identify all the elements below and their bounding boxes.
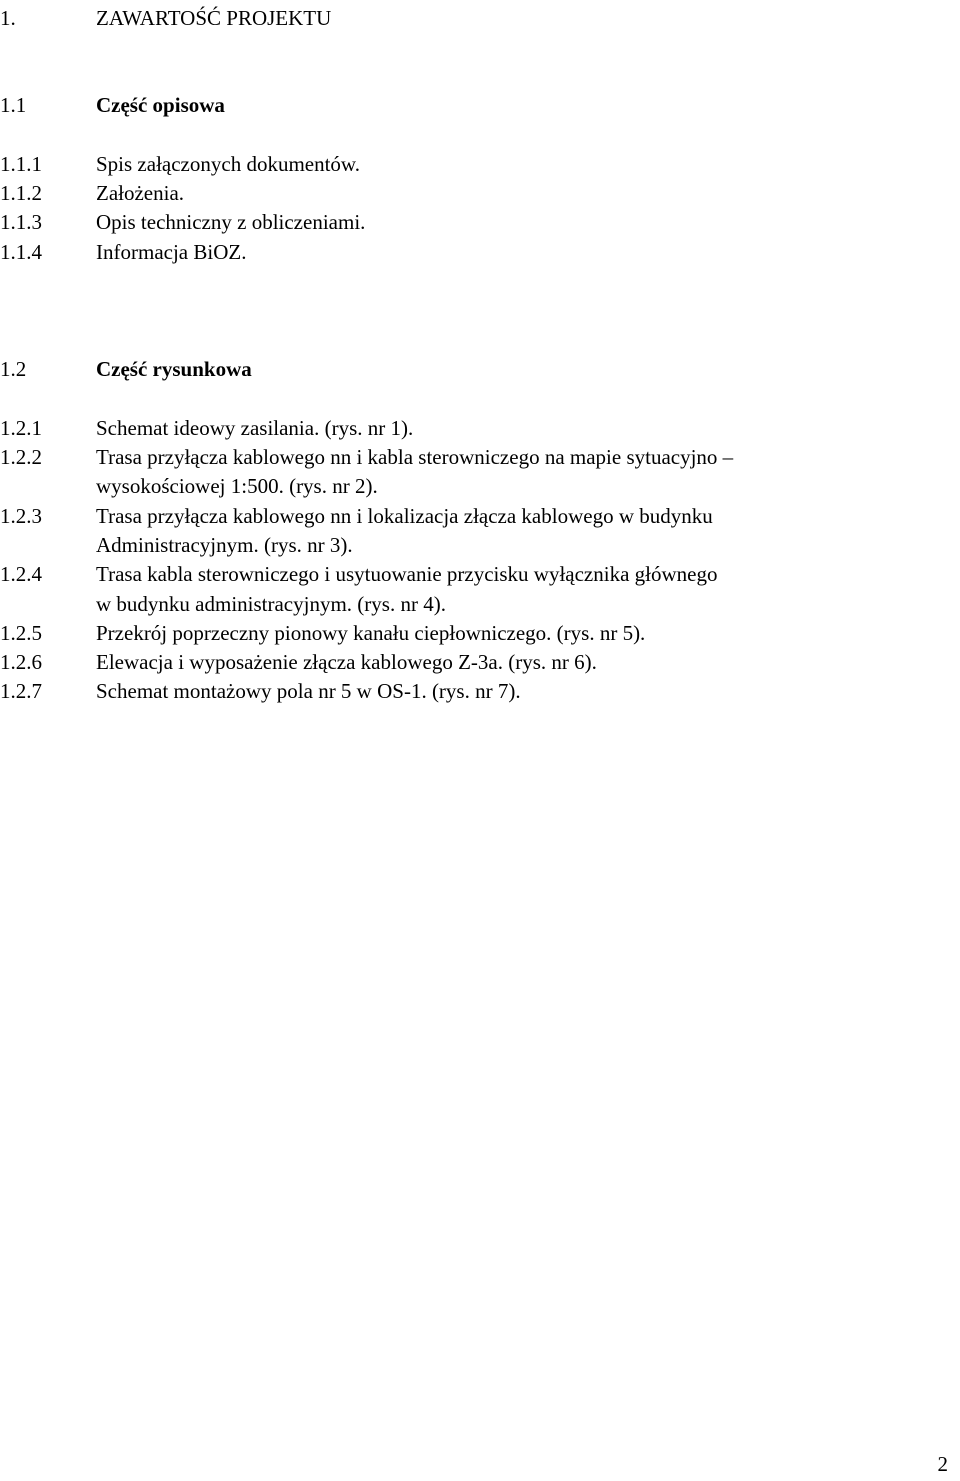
item-number: 1.1.3 [0,210,42,234]
heading-number: 1. [0,6,16,30]
list-item-continuation [0,590,960,619]
list-item [0,648,960,677]
item-text: Trasa przyłącza kablowego nn i lokalizacja złącza kablowego w budynku [96,504,713,528]
item-number: 1.1.2 [0,181,42,205]
item-text: Schemat ideowy zasilania. (rys. nr 1). [96,416,414,440]
item-text: Przekrój poprzeczny pionowy kanału ciepłowniczego. (rys. nr 5). [96,621,646,645]
list-item [0,560,960,589]
section-number: 1.2 [0,357,27,381]
list-item-continuation [0,472,960,501]
item-text: Trasa kabla sterowniczego i usytuowanie przycisku wyłącznika głównego [96,562,718,586]
item-text: Informacja BiOZ. [96,240,247,264]
item-number: 1.2.2 [0,445,42,469]
list-item [0,502,960,531]
page-number: 2 [937,1452,948,1476]
item-text-continuation: wysokościowej 1:500. (rys. nr 2). [96,474,378,498]
list-item [0,179,960,208]
item-number: 1.2.3 [0,504,42,528]
item-text: Trasa przyłącza kablowego nn i kabla sterowniczego na mapie sytuacyjno – [96,445,734,469]
item-text: Spis załączonych dokumentów. [96,152,360,176]
section-title: Część rysunkowa [96,357,252,381]
item-number: 1.2.5 [0,621,42,645]
item-number: 1.2.6 [0,650,42,674]
list-item [0,619,960,648]
item-text: Założenia. [96,181,185,205]
section-title: Część opisowa [96,93,225,117]
item-text-continuation: Administracyjnym. (rys. nr 3). [96,533,353,557]
list-item-continuation [0,531,960,560]
section-drawings-heading [0,355,960,384]
document-heading [0,4,960,33]
section-number: 1.1 [0,93,27,117]
item-number: 1.2.7 [0,679,42,703]
list-item [0,414,960,443]
heading-title: ZAWARTOŚĆ PROJEKTU [96,6,332,30]
section-descriptive-heading [0,91,960,120]
item-text: Schemat montażowy pola nr 5 w OS-1. (rys. nr 7). [96,679,521,703]
item-number: 1.2.4 [0,562,42,586]
list-item [0,238,960,267]
item-text: Elewacja i wyposażenie złącza kablowego Z-3a. (rys. nr 6). [96,650,597,674]
list-item [0,150,960,179]
item-text: Opis techniczny z obliczeniami. [96,210,366,234]
list-item [0,677,960,706]
item-text-continuation: w budynku administracyjnym. (rys. nr 4). [96,592,446,616]
item-number: 1.2.1 [0,416,42,440]
list-item [0,443,960,472]
item-number: 1.1.4 [0,240,42,264]
list-item [0,208,960,237]
item-number: 1.1.1 [0,152,42,176]
